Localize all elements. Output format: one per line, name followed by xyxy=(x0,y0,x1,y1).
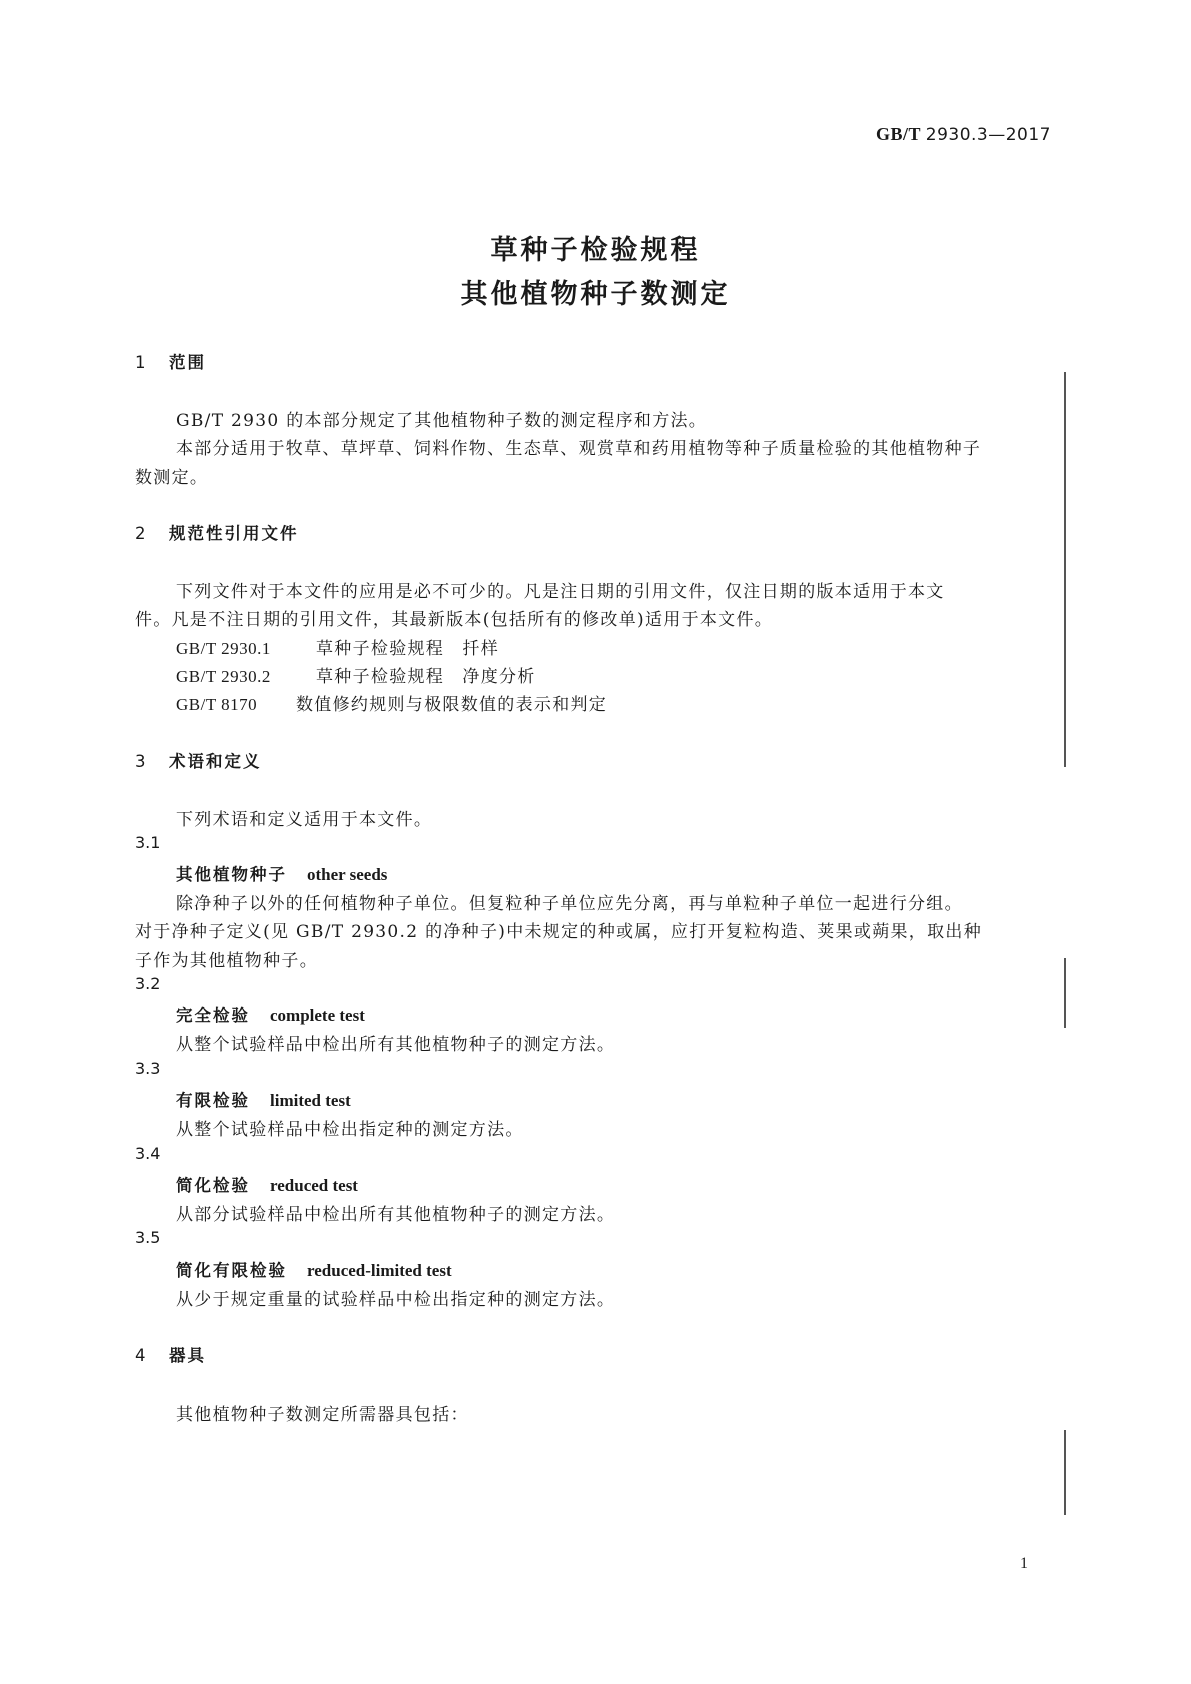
term-heading xyxy=(176,1002,365,1026)
revision-bar xyxy=(1064,372,1066,767)
page-number: 1 xyxy=(1020,1555,1028,1572)
reference-item xyxy=(176,634,499,659)
section-number: 1 xyxy=(135,353,148,372)
term-en: other seeds xyxy=(307,865,388,884)
term-zh: 简化检验 xyxy=(176,1176,250,1195)
reference-item xyxy=(176,690,607,715)
section-title: 规范性引用文件 xyxy=(169,524,299,543)
section-2-heading xyxy=(135,520,299,544)
term-zh: 有限检验 xyxy=(176,1091,250,1110)
term-definition: 除净种子以外的任何植物种子单位。但复粒种子单位应先分离，再与单粒种子单位一起进行分组。 xyxy=(176,894,963,914)
reference-code: GB/T 8170 xyxy=(176,695,258,714)
term-number: 3.2 xyxy=(135,974,161,993)
paragraph: 下列术语和定义适用于本文件。 xyxy=(176,810,433,830)
term-en: limited test xyxy=(270,1091,351,1110)
term-en: complete test xyxy=(270,1006,365,1025)
section-number: 3 xyxy=(135,752,148,771)
reference-title: 草种子检验规程 净度分析 xyxy=(316,667,536,687)
term-definition: 从整个试验样品中检出所有其他植物种子的测定方法。 xyxy=(176,1035,616,1055)
section-3-heading xyxy=(135,748,262,772)
reference-item xyxy=(176,662,536,687)
revision-bar xyxy=(1064,1430,1066,1515)
term-zh: 其他植物种子 xyxy=(176,865,287,884)
term-number: 3.4 xyxy=(135,1144,161,1163)
title-line-1: 草种子检验规程 xyxy=(490,235,701,266)
section-number: 4 xyxy=(135,1346,148,1365)
term-heading xyxy=(176,1087,351,1111)
section-title: 器具 xyxy=(169,1346,206,1365)
term-definition: 从整个试验样品中检出指定种的测定方法。 xyxy=(176,1120,524,1140)
term-heading xyxy=(176,1172,358,1196)
term-number: 3.3 xyxy=(135,1059,161,1078)
standard-prefix: GB/T xyxy=(876,124,921,144)
term-number: 3.5 xyxy=(135,1228,161,1247)
title-line-2: 其他植物种子数测定 xyxy=(460,279,731,310)
section-4-heading xyxy=(135,1342,206,1366)
reference-code: GB/T 2930.2 xyxy=(176,667,271,686)
term-definition: 对于净种子定义(见 GB/T 2930.2 的净种子)中未规定的种或属，应打开复粒构造、荚果或蒴果，取出种 xyxy=(135,922,982,942)
term-definition: 从部分试验样品中检出所有其他植物种子的测定方法。 xyxy=(176,1205,616,1225)
term-zh: 简化有限检验 xyxy=(176,1261,287,1280)
paragraph: 下列文件对于本文件的应用是必不可少的。凡是注日期的引用文件，仅注日期的版本适用于本文 xyxy=(176,582,945,602)
paragraph: 本部分适用于牧草、草坪草、饲料作物、生态草、观赏草和药用植物等种子质量检验的其他植物种子 xyxy=(176,439,982,459)
reference-code: GB/T 2930.1 xyxy=(176,639,271,658)
term-heading xyxy=(176,861,387,885)
section-title: 范围 xyxy=(169,353,206,372)
paragraph: 件。凡是不注日期的引用文件，其最新版本(包括所有的修改单)适用于本文件。 xyxy=(135,610,774,630)
paragraph: 数测定。 xyxy=(135,468,209,488)
section-title: 术语和定义 xyxy=(169,752,262,771)
term-en: reduced test xyxy=(270,1176,358,1195)
term-number: 3.1 xyxy=(135,833,161,852)
standard-code: 2930.3—2017 xyxy=(925,125,1051,145)
reference-title: 数值修约规则与极限数值的表示和判定 xyxy=(296,695,608,715)
paragraph: 其他植物种子数测定所需器具包括： xyxy=(176,1405,469,1425)
paragraph: GB/T 2930 的本部分规定了其他植物种子数的测定程序和方法。 xyxy=(176,411,708,431)
term-definition: 子作为其他植物种子。 xyxy=(135,951,318,971)
term-en: reduced-limited test xyxy=(307,1261,452,1280)
section-1-heading xyxy=(135,349,206,373)
term-zh: 完全检验 xyxy=(176,1006,250,1025)
revision-bar xyxy=(1064,958,1066,1028)
standard-number xyxy=(876,124,1051,145)
section-number: 2 xyxy=(135,524,148,543)
reference-title: 草种子检验规程 扦样 xyxy=(316,639,499,659)
term-definition: 从少于规定重量的试验样品中检出指定种的测定方法。 xyxy=(176,1290,616,1310)
term-heading xyxy=(176,1257,452,1281)
